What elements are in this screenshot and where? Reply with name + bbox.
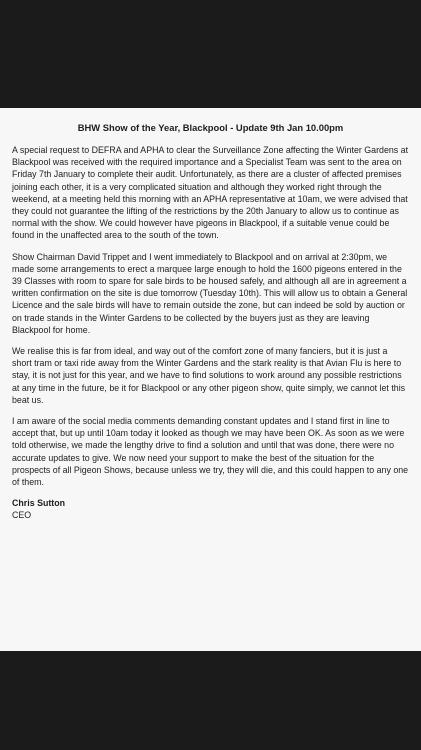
document-title: BHW Show of the Year, Blackpool - Update 9th Jan 10.00pm [77, 122, 344, 133]
paragraph-avian-flu-reality: We realise this is far from ideal, and way out of the comfort zone of many fanciers, but it is just a short tram or taxi ride away from the Winter Gardens and the stark reality is that Avian Flu is here to stay, it is not just for this year, and we have to find solutions to work around any possible restrictions at any time in the future, be it for Blackpool or any other pigeon show, quite simply, we cannot let this beat us. [12, 346, 406, 405]
document-page [0, 108, 421, 651]
signature-name: Chris Sutton [12, 498, 66, 509]
paragraph-social-media-updates: I am aware of the social media comments demanding constant updates and I stand first in line to accept that, but up until 10am today it looked as though we may have been OK. As soon as we were told otherwise, we made the lengthy drive to find a solution and until that was done, there were no accurate updates to give. We now need your support to make the best of the situation for the prospects of all Pigeon Shows, because unless we try, they will die, and this could happen to any one of them. [12, 416, 409, 488]
paragraph-marquee-arrangements: Show Chairman David Trippet and I went immediately to Blackpool and on arrival at 2:30pm, we made some arrangements to erect a marquee large enough to hold the 1600 pigeons entered in the 39 Classes with room to spare for sale birds to be housed safely, and although all are in agreement a written confirmation on the site is due tomorrow (Tuesday 10th). This will allow us to obtain a General Licence and the sale birds will have to remain outside the zone, but can indeed be sold by auction or on trade stands in the Winter Gardens to be collected by the buyers just as they are leaving Blackpool for home. [12, 251, 408, 335]
signature-role: CEO [12, 510, 32, 521]
paragraph-surveillance-zone: A special request to DEFRA and APHA to clear the Surveillance Zone affecting the Winter Gardens at Blackpool was received with the required importance and a Specialist Team was sent to the area on Friday 7th January to complete their audit. Unfortunately, as there are a cluster of affected premises joining each other, it is a very complicated situation and although they worked right through the weekend, at a meeting held this morning with an APHA representative at 10am, we were advised that they could not guarantee the lifting of the restrictions by the 20th January to allow us to continue as normal with the show. We could however have pigeons in Blackpool, if a suitable venue could be found in the unaffected area to the south of the town. [12, 145, 409, 241]
